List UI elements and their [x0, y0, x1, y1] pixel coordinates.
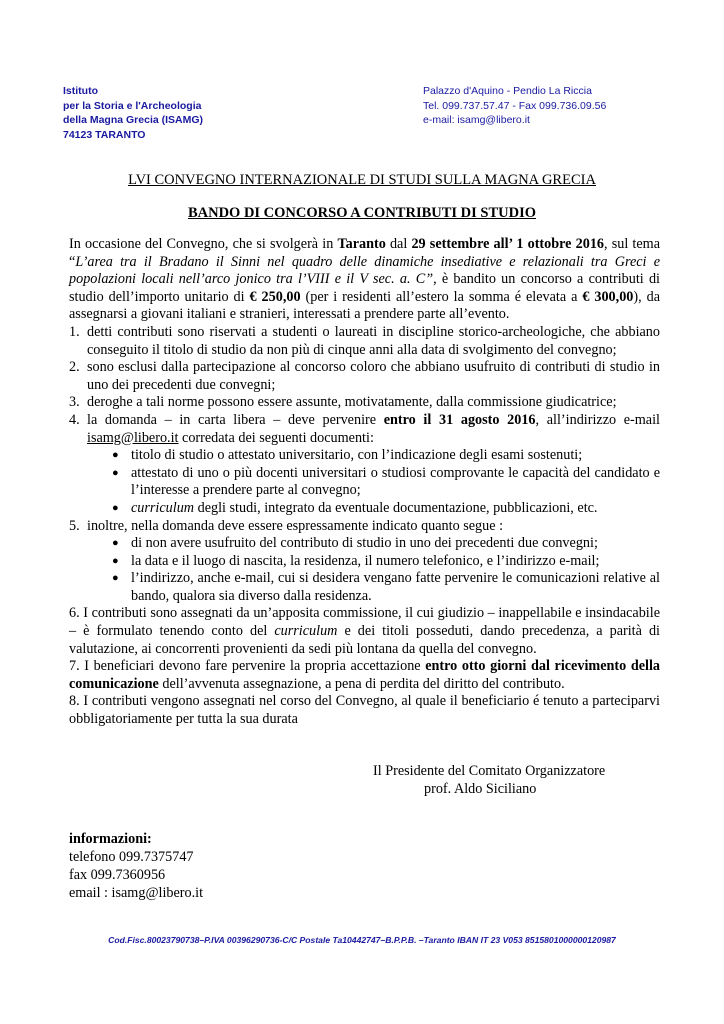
bullet-item: [69, 500, 660, 518]
curriculum-word: curriculum: [131, 499, 195, 516]
bullet-item: [69, 553, 660, 571]
item-text: inoltre, nella domanda deve essere espressamente indicato quanto segue :: [87, 517, 504, 534]
address-line: Palazzo d'Aquino - Pendio La Riccia: [423, 85, 592, 97]
item-number: 1.: [69, 323, 80, 340]
institute-line: Istituto: [63, 85, 98, 97]
item-number: 3.: [69, 394, 80, 411]
intro-text: ), da assegnarsi a giovani italiani e stranieri, interessati a prendere parte all’evento.: [69, 288, 660, 323]
item-text: deroghe a tali norme possono essere assunte, motivatamente, dalla commissione giudicatrice;: [87, 394, 617, 411]
p6-text: e dei titoli posseduti, dando precedenza, a parità di valutazione, ai concorrenti provenienti da sedi più lontana da quella del convegno.: [69, 623, 661, 657]
p7-text: dell’avvenuta assegnazione, a pena di perdita del diritto del contributo.: [158, 675, 565, 692]
amount-base: € 250,00: [249, 288, 301, 305]
bullet-icon: ●: [112, 554, 119, 567]
item-text: detti contributi sono riservati a studenti o laureati in discipline storico-archeologiche, che abbiano conseguito il titolo di studio da non più di cinque anni alla data di svolgimento del convegno;: [87, 323, 660, 358]
item-text: , all’indirizzo e-mail: [535, 411, 660, 428]
info-block: [69, 830, 203, 902]
bullet-text: attestato di uno o più docenti universitari o studiosi comprovante le capacità del candidato e l’interesse a prendere parte al convegno;: [131, 464, 660, 499]
bullet-text: l’indirizzo, anche e-mail, cui si desidera vengano fatte pervenire le comunicazioni relative al bando, qualora sia diverso dalla residenza.: [131, 570, 660, 604]
signature-name: prof. Aldo Siciliano: [424, 781, 537, 797]
email-line: e-mail: isamg@libero.it: [423, 114, 530, 126]
item-number: 2.: [69, 359, 80, 376]
list-item: [69, 412, 660, 447]
info-phone: telefono 099.7375747: [69, 849, 194, 865]
bullet-item: [69, 465, 660, 500]
bullet-item: [69, 535, 660, 553]
intro-text: (per i residenti all’estero la somma é elevata a: [300, 288, 583, 305]
item-text: sono esclusi dalla partecipazione al concorso coloro che abbiano usufruito di contributi di studio in uno dei precedenti due convegni;: [87, 359, 660, 393]
paragraph-6: [69, 605, 660, 658]
item-number: 5.: [69, 517, 80, 534]
intro-text: In occasione del Convegno, che si svolgerà in: [69, 236, 338, 252]
intro-text: , sul tema “: [69, 236, 660, 270]
convegno-title: LVI CONVEGNO INTERNAZIONALE DI STUDI SULLA MAGNA GRECIA: [128, 172, 596, 188]
info-fax: fax 099.7360956: [69, 867, 166, 883]
bullet-text: di non avere usufruito del contributo di studio in uno dei precedenti due convegni;: [131, 535, 598, 552]
p6-text: 6. I contributi sono assegnati da un’apposita commissione, il cui giudizio – inappellabile e insindacabile – è formulato tenendo conto del: [69, 605, 660, 640]
bullet-icon: ●: [112, 537, 119, 550]
item-text: corredata dei seguenti documenti:: [178, 429, 374, 446]
footer-legal: Cod.Fisc.80023790738–P.IVA 00396290736-C/C Postale Ta10442747–B.P.P.B. –Taranto IBAN IT 23 V053 8515801000000120987: [108, 935, 616, 945]
amount-foreign: € 300,00: [582, 288, 634, 305]
item-number: 4.: [69, 411, 80, 428]
email-link[interactable]: isamg@libero.it: [87, 429, 179, 446]
bando-title: BANDO DI CONCORSO A CONTRIBUTI DI STUDIO: [187, 205, 537, 221]
intro-theme: L’area tra il Bradano il Sinni nel quadro delle dinamiche insediative e relazionali tra Greci e popolazioni locali nell’arco jonico tra l’VIII e il V sec. a. C”: [69, 253, 660, 288]
list-item: [69, 359, 660, 394]
institute-line: per la Storia e l'Archeologia: [63, 99, 202, 112]
acceptance-deadline: entro otto giorni dal ricevimento della comunicazione: [69, 658, 660, 692]
phone-fax-line: Tel. 099.737.57.47 - Fax 099.736.09.56: [423, 99, 607, 112]
list-item: [69, 518, 660, 536]
contact-header: [423, 84, 606, 128]
bullet-text: titolo di studio o attestato universitario, con l’indicazione degli esami sostenuti;: [131, 447, 583, 464]
intro-city: Taranto: [337, 236, 386, 252]
paragraph-8: 8. I contributi vengono assegnati nel corso del Convegno, al quale il beneficiario é tenuto a parteciparvi obbligatoriamente per tutta la sua durata: [69, 693, 660, 728]
p7-text: 7. I beneficiari devono fare pervenire la propria accettazione: [69, 658, 426, 675]
intro-paragraph: [69, 236, 660, 324]
intro-text: , è bandito un concorso a contributi di studio dell’importo unitario di: [69, 271, 660, 305]
bullet-icon: ●: [112, 449, 119, 462]
paragraph-7: [69, 658, 660, 693]
document-body: [69, 236, 660, 729]
bullet-text: la data e il luogo di nascita, la residenza, il numero telefonico, e l’indirizzo e-mail;: [131, 552, 600, 569]
info-email: email : isamg@libero.it: [69, 885, 204, 901]
signature-role: Il Presidente del Comitato Organizzatore: [373, 763, 606, 779]
institute-line: 74123 TARANTO: [63, 128, 146, 141]
intro-dates: 29 settembre all’ 1 ottobre 2016: [411, 236, 605, 252]
bullet-item: [69, 570, 660, 605]
bullet-icon: ●: [112, 501, 119, 514]
bullet-icon: ●: [112, 466, 119, 479]
info-title: informazioni:: [69, 831, 152, 847]
item-text: la domanda – in carta libera – deve pervenire: [87, 411, 384, 428]
institute-line: della Magna Grecia (ISAMG): [63, 114, 204, 126]
bullet-item: [69, 447, 660, 465]
bullet-icon: ●: [112, 572, 119, 585]
deadline: entro il 31 agosto 2016: [383, 411, 536, 428]
institute-header: [63, 84, 203, 142]
list-item: [69, 394, 660, 412]
list-item: [69, 324, 660, 359]
bullet-text: degli studi, integrato da eventuale documentazione, pubblicazioni, etc.: [194, 499, 598, 516]
intro-text: dal: [385, 236, 412, 252]
curriculum-word: curriculum: [274, 623, 338, 640]
